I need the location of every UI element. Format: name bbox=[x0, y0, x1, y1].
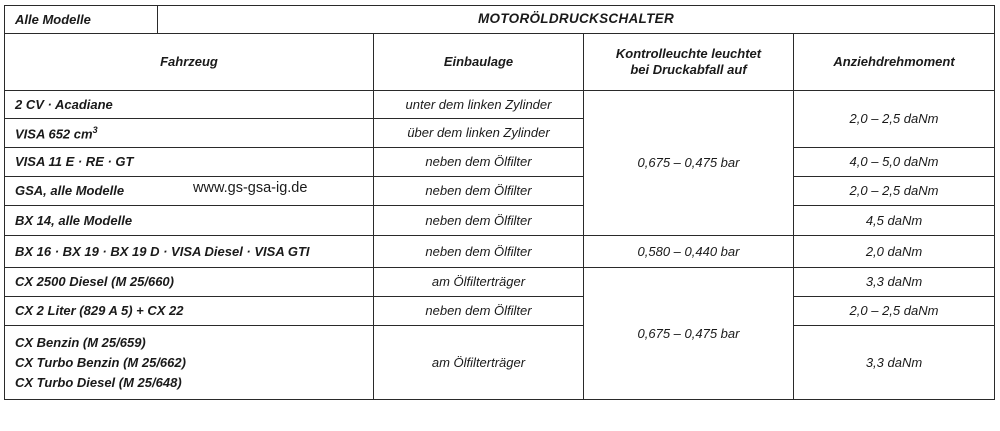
scope-label: Alle Modelle bbox=[5, 6, 158, 34]
torque-cell: 4,5 daNm bbox=[794, 206, 995, 236]
oil-pressure-switch-table bbox=[4, 5, 995, 400]
vehicle-cell: VISA 652 $cm^3$ bbox=[5, 119, 374, 148]
position-cell: neben dem Ölfilter bbox=[374, 206, 584, 236]
torque-cell: 2,0 daNm bbox=[794, 236, 995, 268]
spec-sheet bbox=[4, 5, 995, 400]
position-cell: neben dem Ölfilter bbox=[374, 236, 584, 268]
table-row bbox=[5, 297, 995, 326]
position-cell: neben dem Ölfilter bbox=[374, 148, 584, 177]
pressure-cell: 0,675 – 0,475 bar bbox=[584, 91, 794, 236]
table-row bbox=[5, 268, 995, 297]
position-cell: über dem linken Zylinder bbox=[374, 119, 584, 148]
col-header-torque: Anziehdrehmoment bbox=[794, 34, 995, 91]
torque-cell: 4,0 – 5,0 daNm bbox=[794, 148, 995, 177]
position-cell: unter dem linken Zylinder bbox=[374, 91, 584, 119]
vehicle-cell: GSA, alle Modelle www.gs-gsa-ig.de bbox=[5, 177, 374, 206]
pressure-cell: 0,580 – 0,440 bar bbox=[584, 236, 794, 268]
col-header-lamp bbox=[584, 34, 794, 91]
table-row bbox=[5, 148, 995, 177]
table-row bbox=[5, 177, 995, 206]
position-cell: am Ölfilterträger bbox=[374, 326, 584, 400]
pressure-cell: 0,675 – 0,475 bar bbox=[584, 268, 794, 400]
vehicle-cell bbox=[5, 326, 374, 400]
table-row bbox=[5, 206, 995, 236]
torque-cell: 3,3 daNm bbox=[794, 326, 995, 400]
torque-cell: 2,0 – 2,5 daNm bbox=[794, 177, 995, 206]
table-title: MOTORÖLDRUCKSCHALTER bbox=[158, 6, 995, 34]
position-cell: neben dem Ölfilter bbox=[374, 297, 584, 326]
col-header-position: Einbaulage bbox=[374, 34, 584, 91]
vehicle-line: CX Turbo Benzin (M 25/662) bbox=[15, 354, 186, 370]
torque-cell: 2,0 – 2,5 daNm bbox=[794, 297, 995, 326]
vehicle-cell: BX 16 · BX 19 · BX 19 D · VISA Diesel · VISA GTI bbox=[5, 236, 374, 268]
col-header-vehicle: Fahrzeug bbox=[5, 34, 374, 91]
table-row bbox=[5, 91, 995, 119]
torque-cell: 2,0 – 2,5 daNm bbox=[794, 91, 995, 148]
vehicle-line: CX Turbo Diesel (M 25/648) bbox=[15, 374, 182, 390]
column-header-row bbox=[5, 34, 995, 91]
torque-cell: 3,3 daNm bbox=[794, 268, 995, 297]
superscript: 3 bbox=[92, 124, 98, 135]
vehicle-cell: VISA 11 E · RE · GT bbox=[5, 148, 374, 177]
position-cell: am Ölfilterträger bbox=[374, 268, 584, 297]
vehicle-cell: 2 CV · Acadiane bbox=[5, 91, 374, 119]
vehicle-cell: CX 2500 Diesel (M 25/660) bbox=[5, 268, 374, 297]
vehicle-cell: BX 14, alle Modelle bbox=[5, 206, 374, 236]
position-cell: neben dem Ölfilter bbox=[374, 177, 584, 206]
watermark-url: www.gs-gsa-ig.de bbox=[193, 180, 308, 196]
table-row bbox=[5, 236, 995, 268]
title-row bbox=[5, 6, 995, 34]
table-row bbox=[5, 326, 995, 400]
col-header-lamp-line1: Kontrolleuchte leuchtet bbox=[615, 46, 762, 62]
vehicle-line: CX Benzin (M 25/659) bbox=[15, 334, 146, 350]
vehicle-cell: CX 2 Liter (829 A 5) + CX 22 bbox=[5, 297, 374, 326]
col-header-lamp-line2: bei Druckabfall auf bbox=[630, 62, 747, 77]
